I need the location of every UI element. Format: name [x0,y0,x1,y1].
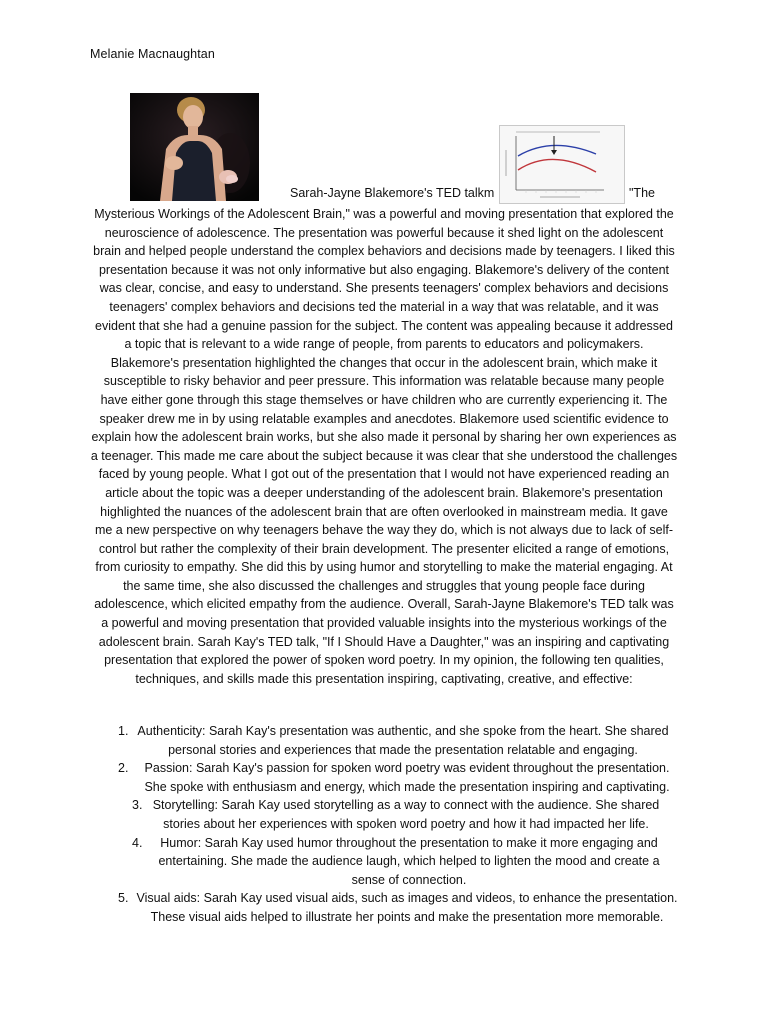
list-item-text: Authenticity: Sarah Kay's presentation was authentic, and she spoke from the heart. She shared personal stories and experiences that made the presentation relatable and engaging. [137,724,669,757]
list-item [96,759,686,796]
list-item [96,722,686,759]
list-item [96,889,686,926]
speaker-photo-illustration [130,93,259,201]
author-name: Melanie Macnaughtan [90,47,215,61]
list-number: 3. [132,798,143,813]
brain-graph-illustration [500,126,624,203]
list-number: 1. [118,724,129,738]
list-item [96,834,686,890]
talk-title-line: Sarah-Jayne Blakemore's TED talkm [290,186,495,200]
essay-body: Mysterious Workings of the Adolescent Brain," was a powerful and moving presentation that explored the neuroscience of adolescence. The presentation was powerful because it shed light on the adolescent brain and helped people understand the complex behaviors and decisions made by teenagers. I liked this presentation because it was not only informative but also engaging. Blakemore's delivery of the content was clear, concise, and easy to understand. She presents teenagers' complex behaviors and decisions teenagers' complex behaviors and decisions ted the material in a way that was relatable, and it was evident that she had a genuine passion for the subject. The content was appealing because it addressed a topic that is relevant to a wide range of people, from parents to educators and policymakers. Blakemore's presentation highlighted the changes that occur in the adolescent brain, which make it susceptible to risky behavior and peer pressure. This information was relatable because many people have either gone through this stage themselves or have children who are currently experiencing it. The speaker drew me in by using relatable examples and anecdotes. Blakemore used scientific evidence to explain how the adolescent brain works, but she also made it personal by sharing her own experiences as a teenager. This made me care about the subject because it was clear that she understood the challenges faced by young people. What I got out of the presentation that I would not have experienced reading an article about the topic was a deeper understanding of the adolescent brain. Blakemore's presentation highlighted the nuances of the adolescent brain that are often overlooked in mainstream media. It gave me a new perspective on why teenagers behave the way they do, which is not always due to lack of self-control but rather the complexity of their brain development. The presenter elicited a range of emotions, from curiosity to empathy. She did this by using humor and storytelling to make the material engaging. At the same time, she also discussed the challenges and struggles that young people face during adolescence, which elicited empathy from the audience. Overall, Sarah-Jayne Blakemore's TED talk was a powerful and moving presentation that provided valuable insights into the mysterious workings of the adolescent brain. Sarah Kay's TED talk, "If I Should Have a Daughter," was an inspiring and captivating presentation that explored the power of spoken word poetry. In my opinion, the following ten qualities, techniques, and skills made this presentation inspiring, captivating, creative, and effective: [90,207,678,686]
list-item-text: Visual aids: Sarah Kay used visual aids, such as images and videos, to enhance the presentation. These visual aids helped to illustrate her points and make the presentation more memorable. [136,891,678,924]
list-item-text: Humor: Sarah Kay used humor throughout the presentation to make it more engaging and entertaining. She made the audience laugh, which helped to lighten the mood and create a sense of connection. [158,835,660,887]
speaker-photo [130,93,259,201]
list-item [96,796,686,833]
list-number: 2. [118,761,129,776]
list-number: 4. [132,835,143,850]
list-item-text: Passion: Sarah Kay's passion for spoken word poetry was evident throughout the presentation. She spoke with enthusiasm and energy, which made the presentation inspiring and captivating. [144,761,670,794]
list-item-text: Storytelling: Sarah Kay used storytelling as a way to connect with the audience. She shared stories about her experiences with spoken word poetry and how it had impacted her life. [152,798,660,831]
list-number: 5. [118,891,129,906]
brain-graph-image [499,125,625,204]
qualities-list [96,722,686,927]
talk-title-quote: "The [629,186,655,200]
